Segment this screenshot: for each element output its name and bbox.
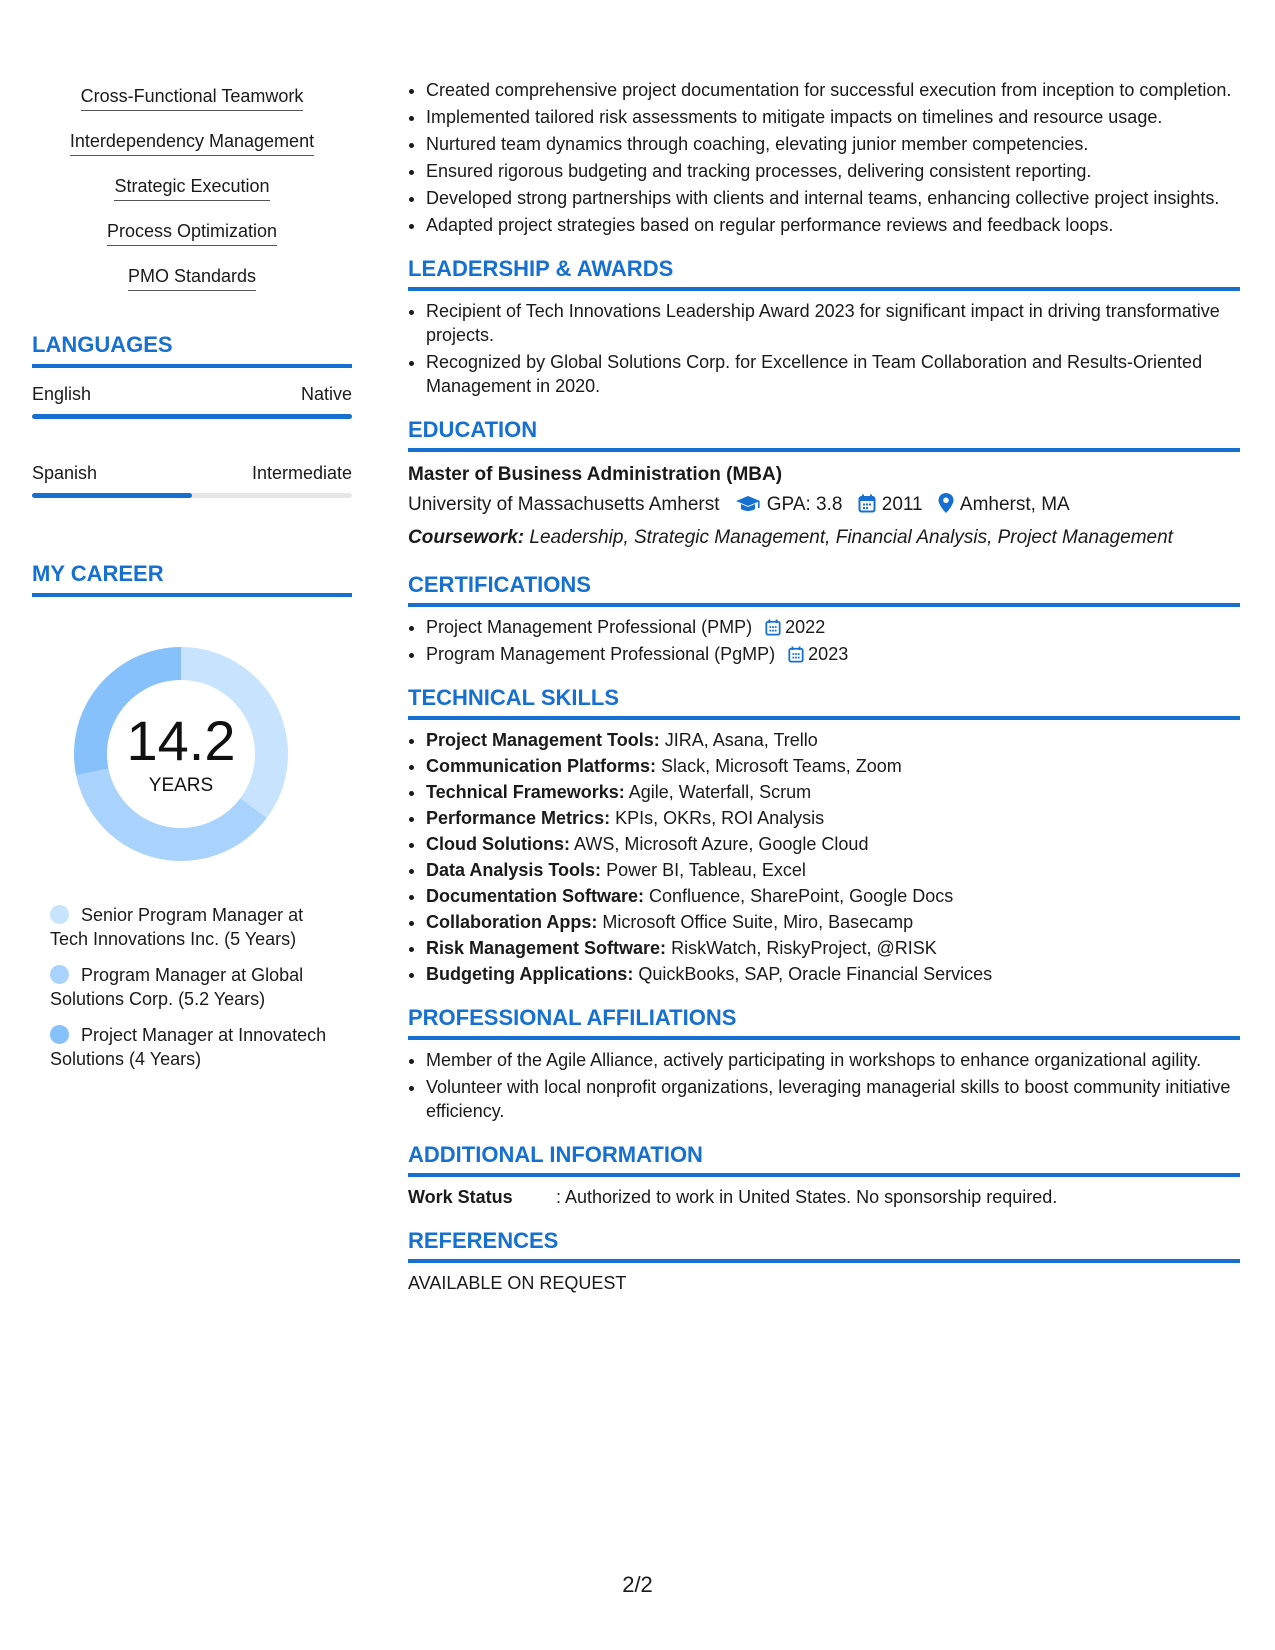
- language-bar-fill: [32, 414, 352, 419]
- references-title: REFERENCES: [408, 1227, 1240, 1263]
- career-section: [32, 560, 352, 1071]
- language-name: Spanish: [32, 463, 98, 483]
- technical-skills-list: [408, 728, 1240, 986]
- technical-skill-item: • Budgeting Applications: QuickBooks, SAP, Oracle Financial Services: [426, 962, 1240, 986]
- technical-skill-item: • Technical Frameworks: Agile, Waterfall, Scrum: [426, 780, 1240, 804]
- language-bar: [32, 414, 352, 419]
- career-title: MY CAREER: [32, 560, 352, 597]
- career-legend-item: Senior Program Manager at Tech Innovations Inc. (5 Years): [50, 905, 304, 949]
- page-number: 2/2: [622, 1572, 653, 1597]
- affiliation-item: • Volunteer with local nonprofit organizations, leveraging managerial skills to boost community initiative efficiency.: [426, 1075, 1240, 1123]
- award-item: • Recipient of Tech Innovations Leadership Award 2023 for significant impact in driving transformative projects.: [426, 299, 1240, 347]
- technical-skill-item: • Data Analysis Tools: Power BI, Tableau, Excel: [426, 858, 1240, 882]
- right-column: [408, 78, 1240, 1295]
- certifications-title: CERTIFICATIONS: [408, 571, 1240, 607]
- language-level: Intermediate: [251, 463, 352, 483]
- education-gpa: GPA: 3.8: [766, 494, 843, 515]
- technical-skill-item: • Communication Platforms: Slack, Microsoft Teams, Zoom: [426, 754, 1240, 778]
- skill-item: PMO Standards: [32, 264, 352, 291]
- skill-item: Strategic Execution: [32, 174, 352, 201]
- certifications-list: [408, 615, 1240, 666]
- experience-bullet: • Ensured rigorous budgeting and tracking processes, delivering consistent reporting.: [426, 159, 1240, 183]
- career-unit: YEARS: [148, 775, 214, 796]
- technical-skill-item: • Collaboration Apps: Microsoft Office Suite, Miro, Basecamp: [426, 910, 1240, 934]
- certification-year: 2022: [785, 617, 826, 637]
- calendar-icon: [858, 493, 876, 523]
- language-level: Native: [300, 384, 352, 404]
- references-text: AVAILABLE ON REQUEST: [408, 1273, 627, 1293]
- language-name: English: [32, 384, 92, 404]
- certification-year: 2023: [808, 644, 849, 664]
- career-total: 14.2: [126, 709, 236, 772]
- career-legend: [50, 903, 330, 1071]
- technical-skill-item: • Performance Metrics: KPIs, OKRs, ROI Analysis: [426, 806, 1240, 830]
- graduation-cap-icon: [735, 493, 761, 523]
- awards-list: [408, 299, 1240, 398]
- education-details: [408, 490, 1240, 523]
- technical-skills-title: TECHNICAL SKILLS: [408, 684, 1240, 720]
- language-row: [32, 461, 352, 485]
- experience-bullet: • Adapted project strategies based on regular performance reviews and feedback loops.: [426, 213, 1240, 237]
- skill-item: Interdependency Management: [32, 129, 352, 156]
- affiliations-title: PROFESSIONAL AFFILIATIONS: [408, 1004, 1240, 1040]
- work-status-label: Work Status: [408, 1187, 513, 1207]
- affiliation-item: • Member of the Agile Alliance, actively participating in workshops to enhance organizational agility.: [426, 1048, 1240, 1072]
- experience-bullet: • Created comprehensive project documentation for successful execution from inception to completion.: [426, 78, 1240, 102]
- technical-skill-item: • Cloud Solutions: AWS, Microsoft Azure, Google Cloud: [426, 832, 1240, 856]
- awards-title: LEADERSHIP & AWARDS: [408, 255, 1240, 291]
- calendar-icon: [765, 619, 781, 636]
- languages-title: LANGUAGES: [32, 331, 352, 368]
- additional-info-title: ADDITIONAL INFORMATION: [408, 1141, 1240, 1177]
- language-bar-fill: [32, 493, 192, 498]
- skill-item: Process Optimization: [32, 219, 352, 246]
- experience-bullets: [408, 78, 1240, 237]
- languages-section: [32, 331, 352, 498]
- award-item: • Recognized by Global Solutions Corp. for Excellence in Team Collaboration and Results-Oriented Management in 2020.: [426, 350, 1240, 398]
- career-legend-item: Project Manager at Innovatech Solutions (4 Years): [50, 1025, 327, 1069]
- legend-dot: [50, 965, 69, 984]
- calendar-icon: [788, 646, 804, 663]
- certification-item: • Program Management Professional (PgMP) 2023: [426, 642, 1240, 666]
- education-degree: Master of Business Administration (MBA): [408, 464, 783, 485]
- education-coursework: Coursework: Leadership, Strategic Management, Financial Analysis, Project Management: [408, 527, 1173, 548]
- technical-skill-item: • Documentation Software: Confluence, SharePoint, Google Docs: [426, 884, 1240, 908]
- career-legend-item: Program Manager at Global Solutions Corp. (5.2 Years): [50, 965, 304, 1009]
- technical-skill-item: • Project Management Tools: JIRA, Asana, Trello: [426, 728, 1240, 752]
- work-status-row: [408, 1185, 1240, 1209]
- location-pin-icon: [938, 493, 954, 523]
- affiliations-list: [408, 1048, 1240, 1123]
- work-status-value: : Authorized to work in United States. No sponsorship required.: [556, 1187, 1058, 1207]
- experience-bullet: • Nurtured team dynamics through coaching, elevating junior member competencies.: [426, 132, 1240, 156]
- experience-bullet: • Implemented tailored risk assessments to mitigate impacts on timelines and resource usage.: [426, 105, 1240, 129]
- education-school: University of Massachusetts Amherst: [408, 494, 720, 515]
- experience-bullet: • Developed strong partnerships with clients and internal teams, enhancing collective project insights.: [426, 186, 1240, 210]
- skill-item: Cross-Functional Teamwork: [32, 84, 352, 111]
- education-year: 2011: [881, 494, 923, 515]
- certification-item: • Project Management Professional (PMP) 2022: [426, 615, 1240, 639]
- language-row: [32, 382, 352, 406]
- legend-dot: [50, 905, 69, 924]
- career-donut-chart: [66, 639, 296, 869]
- language-bar: [32, 493, 352, 498]
- legend-dot: [50, 1025, 69, 1044]
- skills-list: [32, 84, 352, 291]
- education-location: Amherst, MA: [959, 494, 1070, 515]
- left-column: [32, 84, 352, 1083]
- technical-skill-item: • Risk Management Software: RiskWatch, RiskyProject, @RISK: [426, 936, 1240, 960]
- education-title: EDUCATION: [408, 416, 1240, 452]
